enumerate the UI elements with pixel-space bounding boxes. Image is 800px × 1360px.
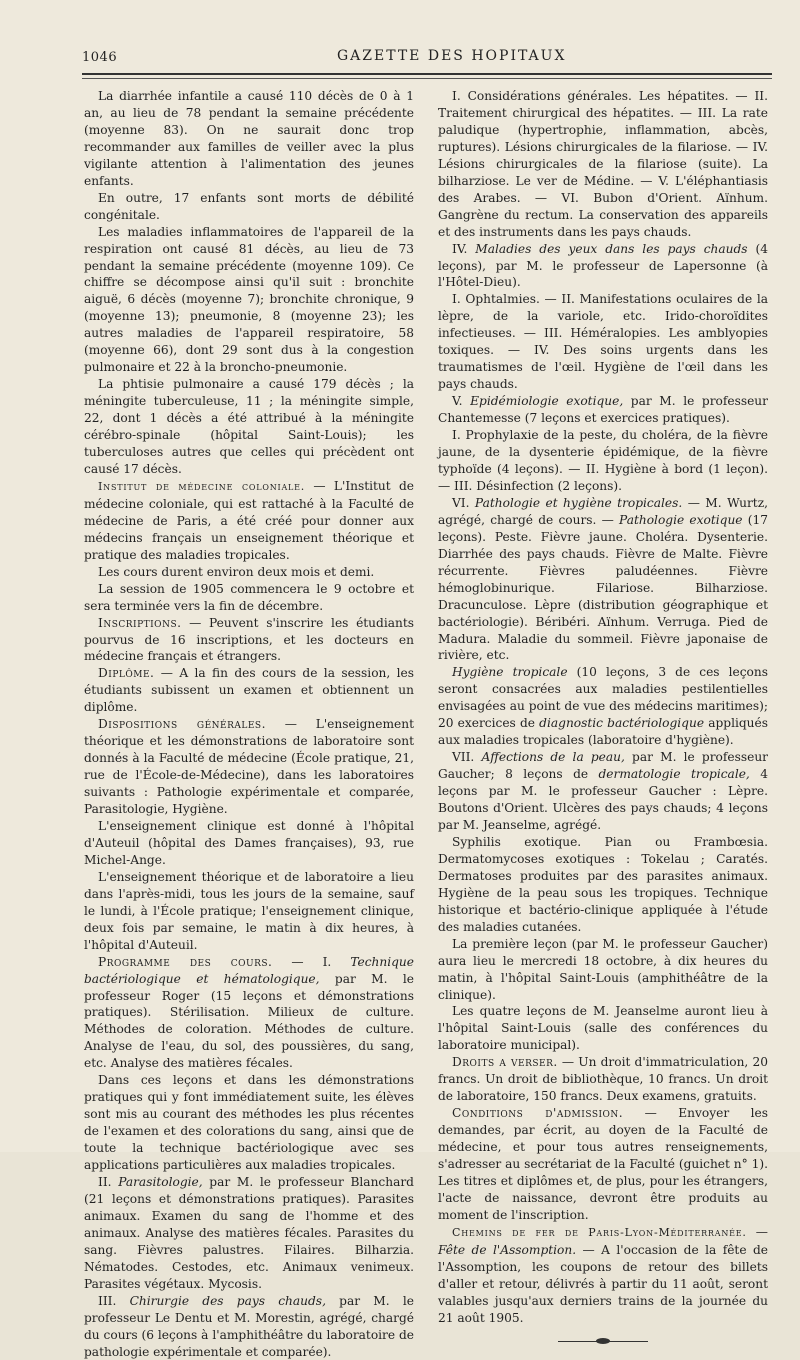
paragraph-text: (10 leçons, 3 de ces leçons seront consacrées aux maladies pestilentielles envisagées au point de vue des médecins maritimes); 20 exercices de	[438, 665, 769, 731]
paragraph	[84, 1293, 414, 1360]
paragraph: Les maladies inflammatoires de l'appareil de la respiration ont causé 81 décès, au lieu de 73 pendant la semaine précédente (moyenne 109). Ce chiffre se décompose ainsi qu'il suit : bronchite aiguë, 6 décès (moyenne 7); bronchite chronique, 9 (moyenne 13); pneumonie, 8 (moyenne 23); les autres maladies de l'appareil respiratoire, 58 (moyenne 66), dont 29 sont dus à la congestion pulmonaire et 22 à la broncho-pneumonie.	[84, 224, 414, 375]
course-title: Chirurgie des pays chauds,	[129, 1293, 326, 1308]
paragraph-text: —	[746, 1224, 768, 1239]
course-title: Parasitologie,	[118, 1175, 203, 1189]
paragraph-text: par M. le professeur Roger (15 leçons et démonstrations pratiques). Stérilisation. Milieux de culture. Méthodes de coloration. Méthodes de culture. Analyse de l'eau, du sol, des poussières, du sang, etc. Analyse des matières fécales.	[84, 971, 414, 1071]
paragraph	[84, 1174, 414, 1293]
paragraph: I. Prophylaxie de la peste, du choléra, de la fièvre jaune, de la dysenterie épidémique, de la fièvre typhoïde (4 leçons). — II. Hygiène à bord (1 leçon). — III. Désinfection (2 leçons).	[438, 428, 768, 493]
paragraph-text: — A l'occasion de la fête de l'Assomption, les coupons de retour des billets d'aller et retour, délivrés à partir du 11 août, seront valables jusqu'aux derniers trains de la journée du 21 août 1905.	[438, 1242, 768, 1325]
paragraph	[84, 478, 414, 564]
course-title: diagnostic bactériologique	[539, 716, 705, 731]
paragraph-text: — A la fin des cours de la session, les étudiants subissent un examen et obtiennent un diplôme.	[84, 666, 414, 715]
subsection-heading: Dispositions générales.	[98, 717, 266, 732]
paragraph	[438, 495, 768, 665]
paragraph: En outre, 17 enfants sont morts de débilité congénitale.	[84, 190, 414, 222]
paragraph-text: — I.	[272, 954, 351, 969]
paragraph	[438, 241, 768, 292]
paragraph-text: — Envoyer les demandes, par écrit, au doyen de la Faculté de médecine, et pour tous autres renseignements, s'adresser au secrétariat de la Faculté (guichet n° 1). Les titres et diplômes et, de plus, pour les étrangers, l'acte de naissance, devront être produits au moment de l'inscription.	[438, 1106, 768, 1222]
section-heading: Chemins de fer de Paris-Lyon-Méditerranée.	[452, 1225, 747, 1239]
paragraph	[84, 954, 414, 1073]
paragraph	[438, 1105, 768, 1224]
paragraph: I. Considérations générales. Les hépatites. — II. Traitement chirurgical des hépatites. — III. La rate paludique (hypertrophie, inflammation, abcès, ruptures). Lésions chirurgicales de la filariose. — IV. Lésions chirurgicales de la filariose (suite). La bilharziose. Le ver de Médine. — V. L'éléphantiasis des Arabes. — VI. Bubon d'Orient. Aïnhum. Gangrène du rectum. La conservation des appareils et des instruments dans les pays chauds.	[438, 89, 768, 239]
page-header	[82, 44, 770, 70]
paragraph-text: — L'Institut de médecine coloniale, qui est rattaché à la Faculté de médecine de Paris, a été créé pour donner aux médecins français un enseignement théorique et pratique des maladies tropicales.	[84, 478, 414, 562]
paragraph: L'enseignement théorique et de laboratoire a lieu dans l'après-midi, tous les jours de la semaine, sauf le lundi, à l'École pratique; l'enseignement clinique, deux fois par semaine, le matin à dix heures, à l'hôpital d'Auteuil.	[84, 869, 414, 952]
paragraph: La diarrhée infantile a causé 110 décès de 0 à 1 an, au lieu de 78 pendant la semaine précédente (moyenne 83). On ne saurait donc trop recommander aux familles de veiller avec la plus vigilante attention à l'alimentation des jeunes enfants.	[84, 89, 414, 188]
course-title: Technique bactériologique et hématologique,	[84, 954, 414, 986]
paragraph: La phtisie pulmonaire a causé 179 décès ; la méningite tuberculeuse, 11 ; la méningite simple, 22, dont 1 décès a été attribué à la méningite cérébro-spinale (hôpital Saint-Louis); les tuberculoses autres que celles qui précèdent ont causé 17 décès.	[84, 377, 414, 476]
paragraph-text: VII.	[452, 750, 482, 765]
paragraph: La première leçon (par M. le professeur Gaucher) aura lieu le mercredi 18 octobre, à dix heures du matin, à l'hôpital Saint-Louis (amphithéâtre de la clinique).	[438, 936, 768, 1002]
paragraph	[438, 1054, 768, 1105]
course-title: Epidémiologie exotique,	[470, 394, 624, 409]
subsection-heading: Droits a verser.	[452, 1055, 558, 1070]
subsection-heading: Conditions d'admission.	[452, 1106, 624, 1121]
journal-title: GAZETTE DES HOPITAUX	[337, 48, 567, 64]
paragraph	[438, 1224, 768, 1327]
paragraph	[84, 716, 414, 818]
course-title: dermatologie tropicale,	[598, 767, 750, 782]
course-title: Hygiène tropicale	[452, 665, 568, 680]
paragraph-text: V.	[452, 394, 471, 409]
paragraph-text: par M. le professeur Blanchard (21 leçons et démonstrations pratiques). Parasites animaux. Examen du sang de l'homme et des animaux. Analyse des matières fécales. Parasites du sang. Fièvres palustres. Filaires. Bilharzia. Nématodes. Cestodes, etc. Animaux venimeux. Parasites végétaux. Mycosis.	[84, 1175, 414, 1291]
paragraph: Syphilis exotique. Pian ou Frambœsia. Dermatomycoses exotiques : Tokelau ; Caratés. Dermatoses produites par des parasites animaux. Hygiène de la peau sous les tropiques. Technique historique et bactério-clinique appliquée à l'étude des maladies cutanées.	[438, 834, 768, 934]
course-title: Affections de la peau,	[481, 750, 625, 765]
paragraph-text: (17 leçons). Peste. Fièvre jaune. Choléra. Dysenterie. Diarrhée des pays chauds. Fièvre de Malte. Fièvre récurrente. Fièvres paludéennes. Fièvre hémoglobinurique. Filariose. Bilharziose. Dracunculose. Lèpre (distribution géographique et bactériologie). Béribéri. Aïnhum. Verruga. Pied de Madura. Maladie du sommeil. Fièvre japonaise de rivière, etc.	[438, 512, 768, 663]
course-title: Pathologie exotique	[619, 512, 743, 527]
paragraph-text: par M. le professeur Chantemesse (7 leçons et exercices pratiques).	[438, 394, 768, 426]
paragraph-text: II.	[98, 1175, 119, 1189]
paragraph-text: par M. le professeur Gaucher; 8 leçons de	[438, 750, 769, 782]
section-heading: Institut de médecine coloniale.	[98, 479, 306, 493]
header-rule-thick	[82, 73, 772, 75]
paragraph: La session de 1905 commencera le 9 octobre et sera terminée vers la fin de décembre.	[84, 581, 414, 613]
paragraph	[438, 393, 768, 427]
left-column	[84, 88, 414, 1360]
paragraph: Les cours durent environ deux mois et demi.	[98, 564, 375, 579]
paragraph: L'enseignement clinique est donné à l'hôpital d'Auteuil (hôpital des Dames françaises), 93, rue Michel-Ange.	[84, 818, 414, 867]
end-ornament	[558, 1341, 648, 1342]
paragraph-text: VI.	[452, 495, 475, 510]
paragraph-text: IV.	[452, 241, 476, 256]
paragraph	[84, 665, 414, 716]
course-title: Maladies des yeux dans les pays chauds	[475, 241, 748, 256]
page-number: 1046	[82, 50, 118, 65]
paragraph	[84, 615, 414, 666]
subsection-heading: Inscriptions.	[98, 615, 182, 630]
paragraph-text: — M. Wurtz, agrégé, chargé de cours. —	[438, 495, 768, 527]
subsection-title: Fête de l'Assomption.	[438, 1242, 577, 1257]
subsection-heading: Programme des cours.	[98, 954, 273, 969]
paragraph-text: 4 leçons par M. le professeur Gaucher : Lèpre. Boutons d'Orient. Ulcères des pays chauds; 4 leçons par M. Jeanselme, agrégé.	[438, 767, 768, 832]
paragraph-text: — L'enseignement théorique et les démonstrations de laboratoire sont donnés à la Faculté de médecine (École pratique, 21, rue de l'École-de-Médecine), dans les laboratoires suivants : Pathologie expérimentale et comparée, Parasitologie, Hygiène.	[84, 717, 414, 817]
paragraph-text: appliqués aux maladies tropicales (laboratoire d'hygiène).	[438, 716, 768, 748]
subsection-heading: Diplôme.	[98, 666, 155, 681]
paragraph	[438, 664, 768, 749]
paragraph-text: par M. le professeur Le Dentu et M. Morestin, agrégé, chargé du cours (6 leçons à l'amphithéâtre du laboratoire de pathologie expérimentale et comparée).	[84, 1293, 415, 1359]
paragraph-text: III.	[98, 1293, 130, 1308]
paragraph: I. Ophtalmies. — II. Manifestations oculaires de la lèpre, de la variole, etc. Irido-choroïdites infectieuses. — III. Héméralopies. Les amblyopies toxiques. — IV. Des soins urgents dans les traumatismes de l'œil. Hygiène de l'œil dans les pays chauds.	[438, 292, 768, 392]
paragraph-text: — Un droit d'immatriculation, 20 francs. Un droit de bibliothèque, 10 francs. Un droit de laboratoire, 150 francs. Deux examens, gratuits.	[438, 1055, 768, 1104]
paragraph-text: — Peuvent s'inscrire les étudiants pourvus de 16 inscriptions, et les docteurs en médecine français et étrangers.	[84, 615, 414, 664]
paragraph	[438, 749, 768, 834]
course-title: Pathologie et hygiène tropicales.	[474, 495, 683, 510]
paragraph: Les quatre leçons de M. Jeanselme auront lieu à l'hôpital Saint-Louis (salle des conférences du laboratoire municipal).	[438, 1004, 768, 1053]
right-column	[438, 88, 768, 1342]
paragraph: Dans ces leçons et dans les démonstrations pratiques qui y font immédiatement suite, les élèves sont mis au courant des méthodes les plus récentes de l'examen et des colorations du sang, ainsi que de toute la technique bactériologique avec ses applications particulières aux maladies tropicales.	[84, 1073, 414, 1173]
paragraph-text: (4 leçons), par M. le professeur de Lapersonne (à l'Hôtel-Dieu).	[438, 241, 768, 290]
header-rule-thin	[82, 78, 772, 79]
